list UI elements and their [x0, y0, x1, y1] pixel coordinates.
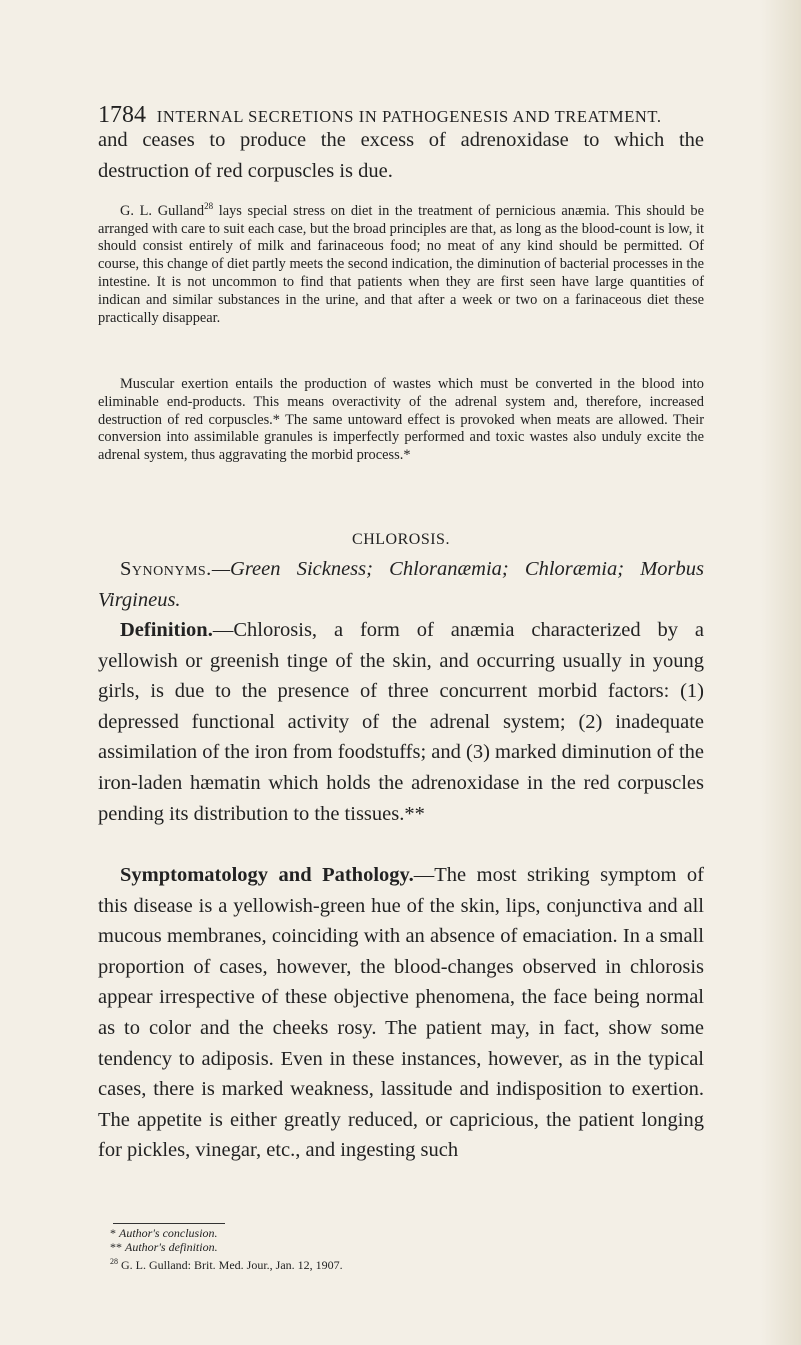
muscular-text: Muscular exertion entails the production of wastes which must be converted in the blood into eliminable end-products. This means overactivity of the adrenal system and, therefore, increased destruction of red corpuscles.* The same untoward effect is provoked when meats are allowed. Their conversion into assimilable granules is imperfectly performed and toxic wastes also unduly excite the adrenal system, thus aggravating the morbid process.*: [98, 376, 704, 464]
synonyms-text: —Green Sickness; Chloranæmia; Chloræmia; Morbus Virgineus.: [98, 558, 704, 611]
footnotes: [110, 1226, 710, 1272]
definition-paragraph: [98, 615, 704, 829]
definition-label: Definition.: [120, 619, 213, 641]
definition-text: —Chlorosis, a form of anæmia characterized by a yellowish or greenish tinge of the skin, and occurring usually in young girls, is due to the presence of three concurrent morbid factors: (1) depressed functional activity of the adrenal system; (2) inadequate assimilation of the iron from foodstuffs; and (3) marked diminution of the iron-laden hæmatin which holds the adrenoxidase in the red corpuscles pending its distribution to the tissues.**: [98, 619, 704, 825]
synonyms-paragraph: [98, 554, 704, 615]
footnote-item: [110, 1226, 710, 1240]
footnote-rule: [113, 1223, 225, 1224]
symptomatology-paragraph: [98, 860, 704, 1166]
footnote-item: [110, 1240, 710, 1254]
running-title: INTERNAL SECRETIONS IN PATHOGENESIS AND TREATMENT.: [156, 107, 662, 126]
gulland-text: lays special stress on diet in the treatment of pernicious anæmia. This should be arranged with care to suit each case, but the broad principles are that, as long as the blood-count is low, it should consist entirely of milk and farinaceous food; no meat of any kind should be permitted. Of course, this change of diet partly meets the second indication, the diminution of bacterial processes in the intestine. It is not uncommon to find that patients when they are first seen have large quantities of indican and similar substances in the urine, and that after a week or two on a farinaceous diet these practically disappear.: [98, 202, 705, 326]
synonyms-label: Synonyms.: [120, 558, 212, 580]
gulland-name: G. L. Gulland: [120, 202, 205, 219]
footnote-item: [110, 1255, 710, 1272]
muscular-paragraph: [98, 376, 704, 465]
symptomatology-label: Symptomatology and Pathology.: [120, 864, 414, 886]
footnote-mark: **: [110, 1240, 122, 1255]
footnote-mark: *: [110, 1226, 116, 1240]
page-number: 1784: [98, 102, 146, 128]
page-edge-shadow: [761, 0, 801, 1345]
gulland-reference-mark: 28: [204, 201, 214, 211]
footnote-text: G. L. Gulland: Brit. Med. Jour., Jan. 12, 1907.: [121, 1257, 343, 1272]
gulland-paragraph: [98, 198, 704, 327]
section-heading: CHLOROSIS.: [352, 531, 450, 548]
intro-paragraph: [98, 125, 704, 186]
footnote-text: Author's conclusion.: [119, 1226, 218, 1240]
symptomatology-text: —The most striking symptom of this disease is a yellowish-green hue of the skin, lips, conjunctiva and all mucous membranes, coinciding with an absence of emaciation. In a small proportion of cases, however, the blood-changes observed in chlorosis appear irrespective of these objective phenomena, the face being normal as to color and the cheeks rosy. The patient may, in fact, show some tendency to adiposis. Even in these instances, however, as in the typical cases, there is marked weakness, lassitude and indisposition to exertion. The appetite is either greatly reduced, or capricious, the patient longing for pickles, vinegar, etc., and ingesting such: [98, 864, 705, 1162]
footnote-text: Author's definition.: [125, 1240, 218, 1255]
footnote-mark: 28: [110, 1256, 118, 1266]
intro-text: and ceases to produce the excess of adrenoxidase to which the destruction of red corpuscles is due.: [98, 129, 704, 182]
